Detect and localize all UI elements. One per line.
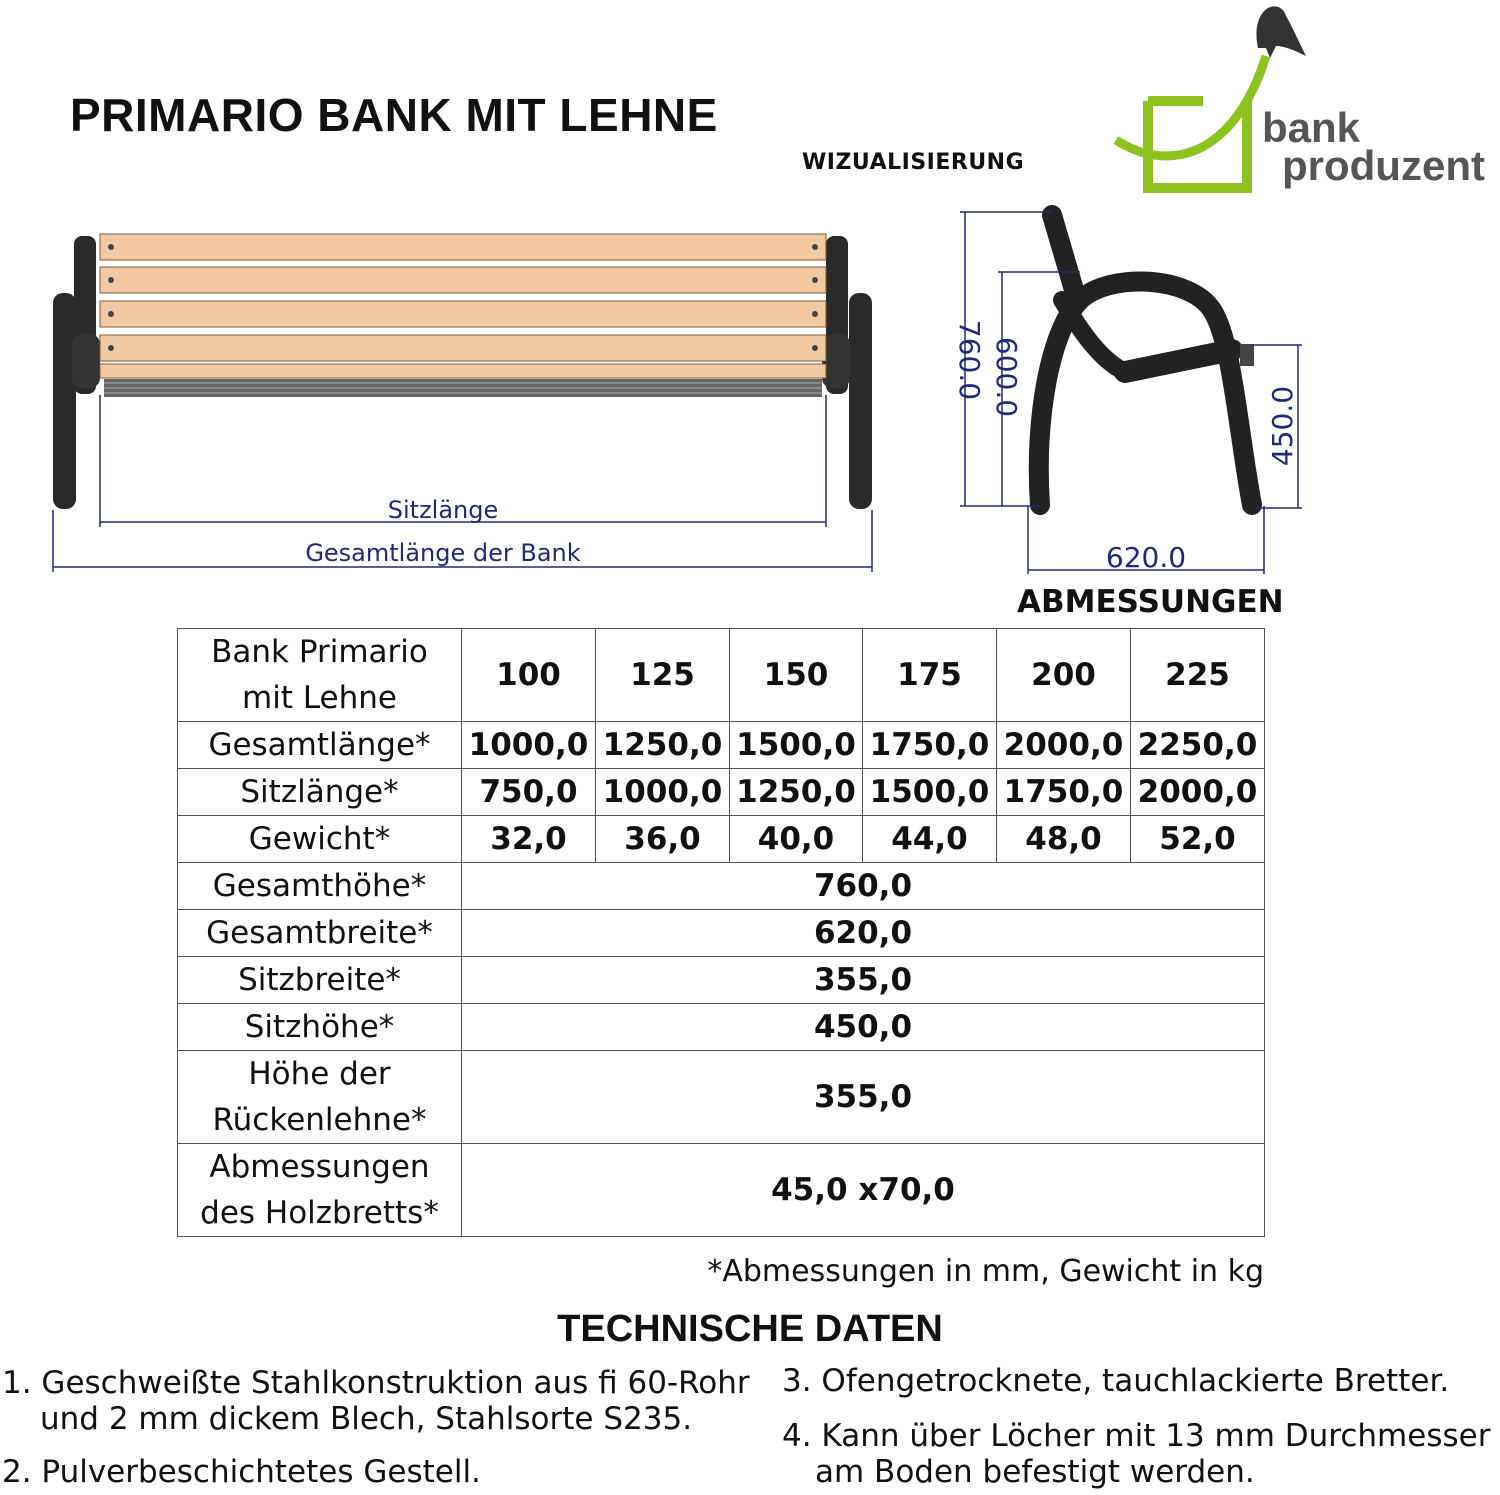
model-cell: 100: [462, 629, 596, 722]
total-length-dimension-label: Gesamtlänge der Bank: [305, 539, 581, 567]
header-label-line: Bank Primario: [211, 634, 428, 670]
row-label: Gewicht*: [178, 816, 462, 863]
model-cell: 125: [596, 629, 730, 722]
wood-slats: [100, 234, 826, 378]
row-label: Sitzlänge*: [178, 769, 462, 816]
model-cell: 175: [863, 629, 997, 722]
table-row: [178, 1004, 1265, 1051]
value-cell: 44,0: [863, 816, 997, 863]
row-label: Gesamthöhe*: [178, 863, 462, 910]
table-row: [178, 1144, 1265, 1237]
value-cell: 2000,0: [1131, 769, 1265, 816]
row-label: [178, 1144, 462, 1237]
page-title: PRIMARIO BANK MIT LEHNE: [70, 89, 718, 141]
value-cell: 32,0: [462, 816, 596, 863]
table-row: [178, 1051, 1265, 1144]
value-cell: 2000,0: [997, 722, 1131, 769]
value-cell: 1000,0: [596, 769, 730, 816]
value-cell: 1500,0: [730, 722, 863, 769]
row-label: Gesamtbreite*: [178, 910, 462, 957]
row-label: [178, 1051, 462, 1144]
dimensions-table: [177, 628, 1265, 1237]
value-cell: 1250,0: [730, 769, 863, 816]
tech-item-1-line-1: 1. Geschweißte Stahlkonstruktion aus fi 60-Rohr: [2, 1365, 750, 1401]
value-cell: 40,0: [730, 816, 863, 863]
side-view-drawing: [953, 212, 1302, 574]
chair-logo-icon: [1116, 56, 1266, 188]
value-cell: 2250,0: [1131, 722, 1265, 769]
dimension-450: 450.0: [1266, 385, 1299, 467]
value-cell: 355,0: [462, 957, 1265, 1004]
value-cell: 52,0: [1131, 816, 1265, 863]
row-label-line: des Holzbretts*: [200, 1195, 439, 1231]
value-cell: 48,0: [997, 816, 1131, 863]
value-cell: 750,0: [462, 769, 596, 816]
table-header-row: [178, 629, 1265, 722]
model-cell: 150: [730, 629, 863, 722]
header-label-cell: [178, 629, 462, 722]
header-label-line: mit Lehne: [242, 680, 397, 716]
value-cell: 1750,0: [997, 769, 1131, 816]
value-cell: 450,0: [462, 1004, 1265, 1051]
tech-item-3: 3. Ofengetrocknete, tauchlackierte Bretter.: [782, 1363, 1450, 1399]
value-cell: 620,0: [462, 910, 1265, 957]
dimension-620: 620.0: [1105, 541, 1187, 574]
visualization-label: WIZUALISIERUNG: [802, 150, 1025, 175]
table-row: [178, 957, 1265, 1004]
tech-item-4-line-2: am Boden befestigt werden.: [815, 1454, 1255, 1490]
value-cell: 45,0 x70,0: [462, 1144, 1265, 1237]
dimension-600: 600.0: [990, 336, 1023, 418]
row-label-line: Abmessungen: [209, 1149, 430, 1185]
row-label-line: Rückenlehne*: [212, 1102, 427, 1138]
table-row: [178, 863, 1265, 910]
value-cell: 355,0: [462, 1051, 1265, 1144]
logo-text-line1: bank: [1262, 104, 1361, 151]
row-label: Sitzbreite*: [178, 957, 462, 1004]
value-cell: 1000,0: [462, 722, 596, 769]
footnote: *Abmessungen in mm, Gewicht in kg: [707, 1254, 1264, 1289]
table-row: [178, 816, 1265, 863]
value-cell: 1250,0: [596, 722, 730, 769]
tech-heading: TECHNISCHE DATEN: [557, 1308, 943, 1350]
logo: [1116, 6, 1485, 189]
table-row: [178, 769, 1265, 816]
seat-length-dimension-label: Sitzlänge: [387, 496, 499, 524]
model-cell: 200: [997, 629, 1131, 722]
bird-icon: [1256, 6, 1306, 58]
tech-item-2: 2. Pulverbeschichtetes Gestell.: [2, 1454, 481, 1490]
tech-item-1-line-2: und 2 mm dickem Blech, Stahlsorte S235.: [40, 1401, 693, 1437]
value-cell: 1750,0: [863, 722, 997, 769]
table-row: [178, 910, 1265, 957]
row-label: Sitzhöhe*: [178, 1004, 462, 1051]
value-cell: 36,0: [596, 816, 730, 863]
value-cell: 1500,0: [863, 769, 997, 816]
logo-text-line2: produzent: [1282, 142, 1485, 189]
tech-item-4-line-1: 4. Kann über Löcher mit 13 mm Durchmesser: [782, 1418, 1491, 1454]
row-label-line: Höhe der: [248, 1056, 391, 1092]
row-label: Gesamtlänge*: [178, 722, 462, 769]
model-cell: 225: [1131, 629, 1265, 722]
front-view-drawing: [53, 234, 872, 572]
value-cell: 760,0: [462, 863, 1265, 910]
dimensions-heading: ABMESSUNGEN: [1017, 584, 1284, 620]
dimension-760: 760.0: [953, 319, 986, 401]
drawing-canvas: [0, 0, 1500, 620]
table-row: [178, 722, 1265, 769]
